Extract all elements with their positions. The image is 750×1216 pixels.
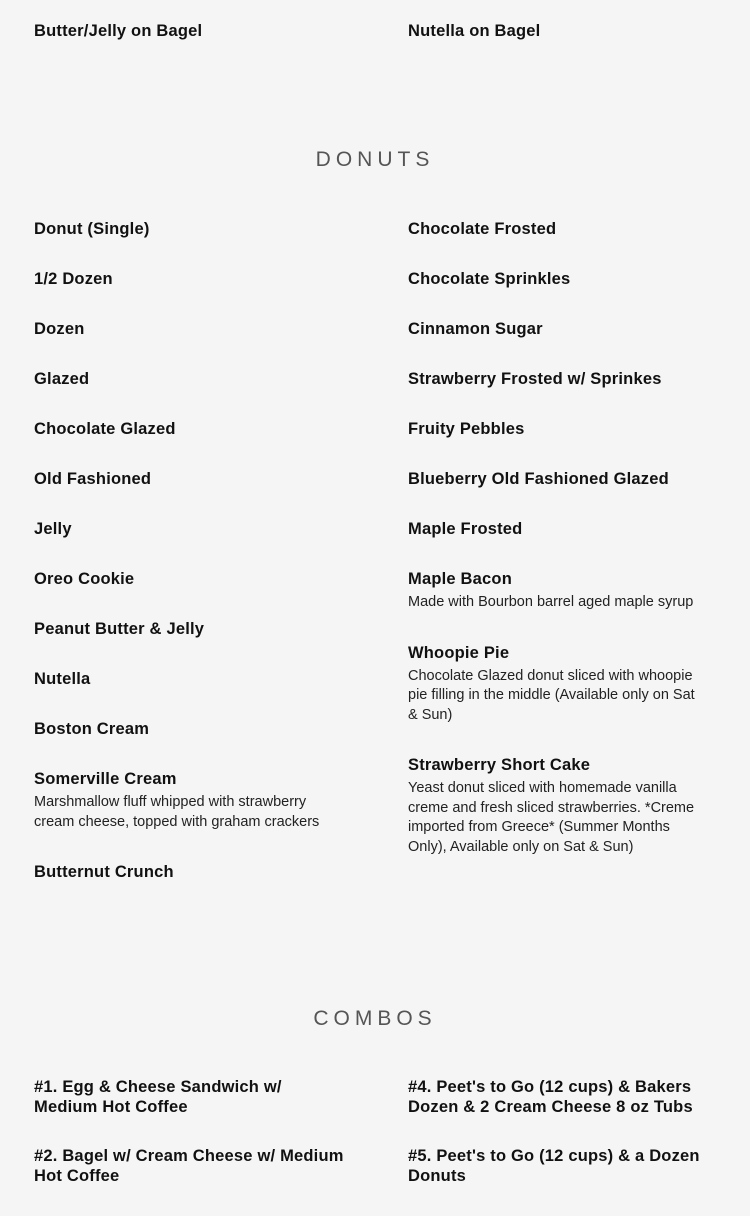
menu-item-name: Whoopie Pie (408, 643, 510, 662)
menu-item-name: Somerville Cream (34, 770, 177, 788)
menu-item-description: Yeast donut sliced with homemade vanilla creme and fresh sliced strawberries. *Creme imported from Greece* (Summer Months Only), Available only on Sat & Sun) (408, 780, 695, 855)
menu-item-name: Jelly (34, 520, 72, 538)
menu-item-description: Marshmallow fluff whipped with strawberry cream cheese, topped with graham crackers (34, 794, 320, 830)
menu-item-name: Butternut Crunch (34, 863, 174, 881)
bagel-column-right (408, 21, 724, 41)
menu-item (34, 1147, 408, 1186)
menu-item (34, 519, 408, 539)
menu-item (34, 669, 408, 689)
menu-item (408, 643, 724, 726)
menu-item-name: Oreo Cookie (34, 570, 135, 588)
donut-items (34, 219, 724, 912)
menu-item (34, 219, 408, 239)
menu-item (34, 619, 408, 639)
menu-item-name: Chocolate Sprinkles (408, 270, 571, 288)
menu-item (34, 369, 408, 389)
menu-item (408, 21, 724, 41)
menu-item (34, 419, 408, 439)
menu-item (408, 319, 724, 339)
menu-item (34, 569, 408, 589)
menu-item (34, 862, 408, 882)
menu-item (34, 1078, 408, 1117)
menu-item (408, 369, 724, 389)
menu-item (408, 269, 724, 289)
menu-item-name: Donut (Single) (34, 220, 150, 238)
bagel-items (34, 21, 724, 41)
combos-section-heading: COMBOS (313, 1007, 437, 1030)
menu-item (34, 469, 408, 489)
menu-item-description: Chocolate Glazed donut sliced with whoopie pie filling in the middle (Available only on Sat & Sun) (408, 667, 695, 723)
menu-item-name: Chocolate Frosted (408, 220, 557, 238)
menu-item (408, 219, 724, 239)
menu-item-name: Strawberry Frosted w/ Sprinkes (408, 370, 662, 388)
menu-item-name: Old Fashioned (34, 470, 152, 488)
menu-item (408, 755, 724, 857)
menu-item (34, 21, 408, 41)
combo-items (34, 1078, 724, 1216)
menu-item-name: Dozen (34, 320, 85, 338)
menu-item-name: Blueberry Old Fashioned Glazed (408, 470, 669, 488)
menu-item-name: Peanut Butter & Jelly (34, 620, 205, 638)
menu-item (34, 269, 408, 289)
menu-item-name: Strawberry Short Cake (408, 756, 591, 774)
menu-item-name: Nutella (34, 670, 91, 688)
menu-item-name: Chocolate Glazed (34, 420, 176, 438)
menu-item-name: Boston Cream (34, 720, 150, 738)
menu-item (408, 1147, 724, 1186)
menu-item (408, 469, 724, 489)
menu-item (408, 569, 724, 613)
menu-item-name: Butter/Jelly on Bagel (34, 22, 203, 40)
menu-item (408, 419, 724, 439)
menu-item (408, 519, 724, 539)
menu-item-name: #4. Peet's to Go (12 cups) & Bakers Dozen & 2 Cream Cheese 8 oz Tubs (408, 1078, 693, 1116)
menu-item-name: 1/2 Dozen (34, 270, 113, 288)
donut-column-right (408, 219, 724, 912)
menu-item-name: Nutella on Bagel (408, 22, 541, 40)
menu-item-name: Maple Frosted (408, 520, 523, 538)
menu-item (408, 1078, 724, 1117)
combo-column-right (408, 1078, 724, 1216)
menu-item-name: Cinnamon Sugar (408, 320, 543, 338)
menu-item-name: #2. Bagel w/ Cream Cheese w/ Medium Hot Coffee (34, 1147, 344, 1185)
donut-column-left (34, 219, 408, 912)
menu-item-name: #5. Peet's to Go (12 cups) & a Dozen Donuts (408, 1147, 700, 1185)
menu-item-name: #1. Egg & Cheese Sandwich w/ Medium Hot Coffee (34, 1078, 282, 1116)
combo-column-left (34, 1078, 408, 1216)
donuts-section-heading: DONUTS (315, 148, 435, 171)
bagel-column-left (34, 21, 408, 41)
menu-item-name: Fruity Pebbles (408, 420, 525, 438)
menu-item-name: Maple Bacon (408, 570, 512, 588)
menu-item-description: Made with Bourbon barrel aged maple syrup (408, 594, 694, 610)
menu-item (34, 719, 408, 739)
menu-item (34, 769, 408, 832)
menu-item-name: Glazed (34, 370, 90, 388)
menu-item (34, 319, 408, 339)
